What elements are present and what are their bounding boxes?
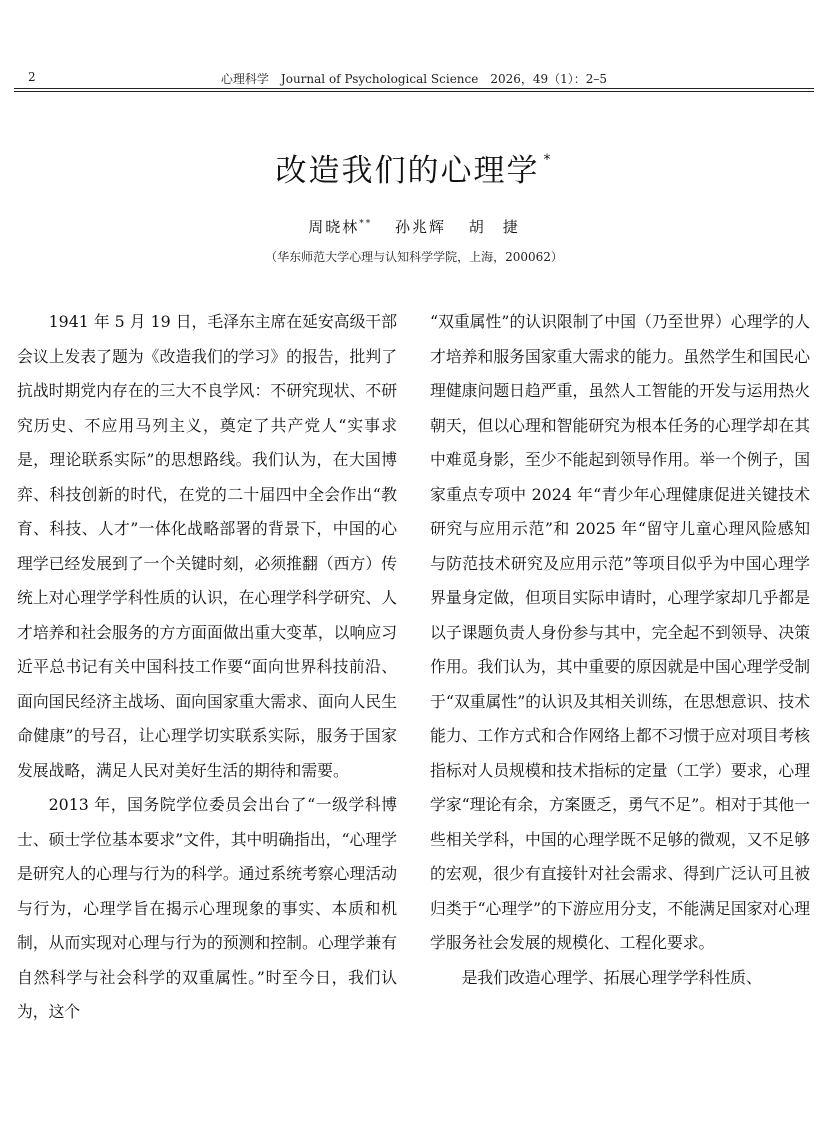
- affiliation: （华东师范大学心理与认知科学学院，上海，200062）: [265, 250, 563, 264]
- running-header: [14, 70, 814, 90]
- header-rule-thin: [14, 91, 814, 92]
- body-column-right: [430, 305, 810, 995]
- header-rule-thick: [14, 88, 814, 89]
- body-paragraph: 是我们改造心理学、拓展心理学学科性质、: [461, 967, 762, 987]
- body-paragraph: 2013 年，国务院学位委员会出台了“一级学科博士、硕士学位基本要求”文件，其中明确指出，“心理学是研究人的心理与行为的科学。通过系统考察心理活动与行为，心理学旨在揭示心理现象的事实、本质和机制，从而实现对心理与行为的预测和控制。心理学兼有自然科学与社会科学的双重属性。”时至今日，我们认为，这个: [17, 795, 397, 1021]
- page-number: 2: [28, 70, 36, 84]
- author-list: [0, 216, 828, 237]
- body-paragraph: “双重属性”的认识限制了中国（乃至世界）心理学的人才培养和服务国家重大需求的能力。虽然学生和国民心理健康问题日趋严重，虽然人工智能的开发与运用热火朝天，但以心理和智能研究为根本任务的心理学却在其中难觅身影，至少不能起到领导作用。举一个例子，国家重点专项中 2024 年“青少年心理健康促进关键技术研究与应用示范”和 2025 年“留守儿童心理风险感知与防范技术研究及应用示范”等项目似乎为中国心理学界量身定做，但项目实际申请时，心理学家却几乎都是以子课题负责人身份参与其中，完全起不到领导、决策作用。我们认为，其中重要的原因就是中国心理学受制于“双重属性”的认识及其相关训练，在思想意识、技术能力、工作方式和合作网络上都不习惯于应对项目考核指标对人员规模和技术指标的定量（工学）要求，心理学家“理论有余，方案匮乏，勇气不足”。相对于其他一些相关学科，中国的心理学既不足够的微观，又不足够的宏观，很少有直接针对社会需求、得到广泛认可且被归类于“心理学”的下游应用分支，不能满足国家对心理学服务社会发展的规模化、工程化要求。: [430, 312, 810, 952]
- author: 胡 捷: [468, 218, 520, 236]
- body-paragraph: 1941 年 5 月 19 日，毛泽东主席在延安高级干部会议上发表了题为《改造我们的学习》的报告，批判了抗战时期党内存在的三大不良学风：不研究现状、不研究历史、不应用马列主义，奠定了共产党人“实事求是，理论联系实际”的思想路线。我们认为，在大国博弈、科技创新的时代，在党的二十届四中全会作出“教育、科技、人才”一体化战略部署的背景下，中国的心理学已经发展到了一个关键时刻，必须推翻（西方）传统上对心理学学科性质的认识，在心理学科学研究、人才培养和社会服务的方方面面做出重大变革，以响应习近平总书记有关中国科技工作要“面向世界科技前沿、面向国民经济主战场、面向国家重大需求、面向人民生命健康”的号召，让心理学切实联系实际，服务于国家发展战略，满足人民对美好生活的期待和需要。: [17, 312, 397, 780]
- journal-citation: 心理科学 Journal of Psychological Science 2026，49（1）：2–5: [220, 72, 608, 86]
- article-title-text: 改造我们的心理学: [275, 153, 540, 189]
- article-title: [0, 145, 828, 190]
- body-column-left: [17, 305, 397, 1030]
- author-footnote-mark: **: [359, 219, 373, 229]
- author: 周晓林**: [308, 218, 373, 236]
- title-footnote-mark: *: [543, 151, 553, 168]
- author: 孙兆辉: [394, 218, 446, 236]
